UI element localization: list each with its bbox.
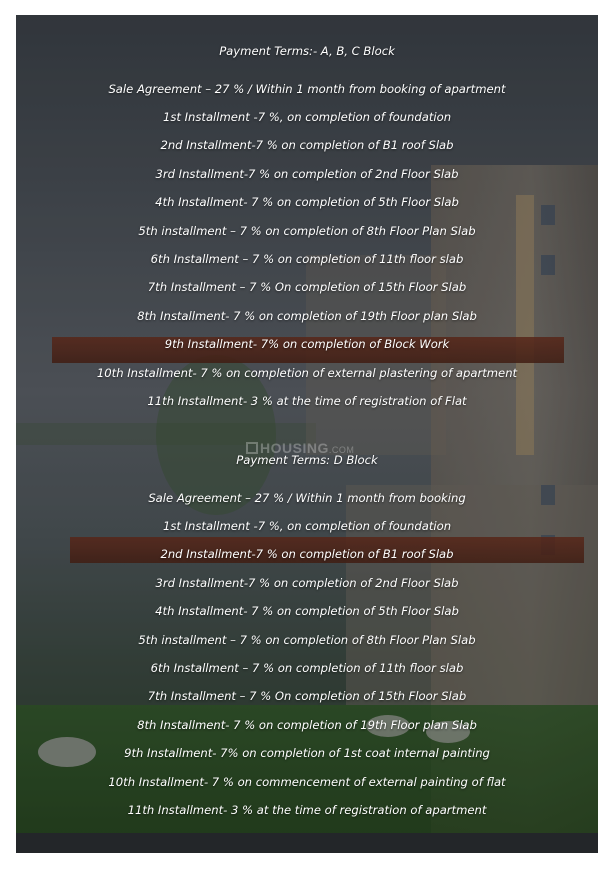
section-d-line: 6th Installment – 7 % on completion of 11th floor slab: [150, 661, 464, 675]
section-abc-heading: Payment Terms:- A, B, C Block: [219, 44, 395, 58]
section-d-line: 11th Installment- 3 % at the time of registration of apartment: [127, 803, 487, 817]
watermark-brand: HOUSING: [260, 440, 329, 456]
section-abc-line: 6th Installment – 7 % on completion of 11th floor slab: [150, 252, 464, 266]
section-abc-line: 3rd Installment-7 % on completion of 2nd Floor Slab: [155, 167, 459, 181]
section-d-line: 8th Installment- 7 % on completion of 19th Floor plan Slab: [137, 718, 477, 732]
payment-terms-poster: [16, 15, 598, 853]
section-abc-line: Sale Agreement – 27 % / Within 1 month from booking of apartment: [108, 82, 506, 96]
section-abc-line: 1st Installment -7 %, on completion of foundation: [162, 110, 452, 124]
section-abc-line: 4th Installment- 7 % on completion of 5th Floor Slab: [155, 195, 459, 209]
section-d-line: 2nd Installment-7 % on completion of B1 roof Slab: [160, 547, 454, 561]
section-d-line: 3rd Installment-7 % on completion of 2nd Floor Slab: [155, 576, 459, 590]
watermark-suffix: .COM: [328, 445, 355, 455]
section-abc-line: 11th Installment- 3 % at the time of registration of Flat: [147, 394, 467, 408]
section-d-line: 10th Installment- 7 % on commencement of external painting of flat: [108, 775, 506, 789]
section-d-line: 4th Installment- 7 % on completion of 5th Floor Slab: [155, 604, 459, 618]
section-d-line: 1st Installment -7 %, on completion of foundation: [162, 519, 452, 533]
section-abc-line: 2nd Installment-7 % on completion of B1 roof Slab: [160, 138, 454, 152]
section-d-line: 5th installment – 7 % on completion of 8th Floor Plan Slab: [138, 633, 476, 647]
section-abc-line: 5th installment – 7 % on completion of 8th Floor Plan Slab: [138, 224, 476, 238]
section-abc-line: 8th Installment- 7 % on completion of 19th Floor plan Slab: [137, 309, 477, 323]
section-d-line: Sale Agreement – 27 % / Within 1 month from booking: [148, 491, 466, 505]
section-d-line: 9th Installment- 7% on completion of 1st coat internal painting: [124, 746, 490, 760]
section-d-line: 7th Installment – 7 % On completion of 15th Floor Slab: [147, 689, 467, 703]
section-abc-line: 7th Installment – 7 % On completion of 15th Floor Slab: [147, 280, 467, 294]
section-abc-line: 10th Installment- 7 % on completion of external plastering of apartment: [96, 366, 518, 380]
section-abc-line: 9th Installment- 7% on completion of Block Work: [164, 337, 450, 351]
section-d-heading: Payment Terms: D Block: [236, 453, 378, 467]
